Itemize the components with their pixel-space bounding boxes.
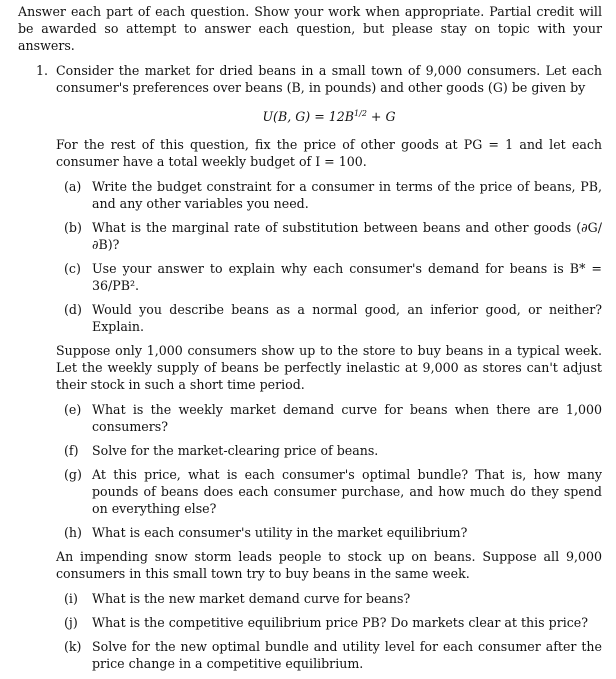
utility-equation [56, 105, 602, 125]
question-1 [36, 62, 602, 679]
utility-eq-exponent: 1/2 [354, 109, 367, 118]
parts-a-to-d [56, 178, 602, 335]
parts-e-to-h [56, 401, 602, 541]
part-label: (b) [64, 220, 82, 236]
part-text: What is the new market demand curve for beans? [92, 591, 411, 607]
part-c [64, 260, 602, 294]
instructions-paragraph: Answer each part of each question. Show your work when appropriate. Partial credit will be awarded so attempt to answer each question, but please stay on topic with your answers. [18, 4, 602, 53]
part-h [64, 524, 602, 541]
part-label: (k) [64, 639, 82, 655]
question-prompt: Consider the market for dried beans in a small town of 9,000 consumers. Let each consumer's preferences over beans (B, in pounds) and other goods (G) be given by [56, 63, 602, 95]
part-label: (d) [64, 302, 82, 318]
part-k [64, 638, 602, 672]
part-label: (e) [64, 402, 82, 418]
part-text: Use your answer to explain why each consumer's demand for beans is B* = 36/PB². [92, 261, 602, 294]
part-j [64, 614, 602, 631]
part-i [64, 590, 602, 607]
part-text: At this price, what is each consumer's optimal bundle? That is, how many pounds of beans does each consumer purchase, and how much do they spend on everything else? [92, 467, 602, 517]
parts-i-to-k [56, 590, 602, 672]
part-text: What is the weekly market demand curve for beans when there are 1,000 consumers? [92, 402, 602, 435]
part-label: (a) [64, 179, 82, 195]
utility-eq-right: + G [366, 109, 396, 125]
part-e [64, 401, 602, 435]
supply-paragraph: Suppose only 1,000 consumers show up to the store to buy beans in a typical week. Let the weekly supply of beans be perfectly inelastic at 9,000 as stores can't adjust their stock in such a short time period. [56, 343, 602, 393]
question-number: 1. [36, 63, 49, 78]
part-text: What is the competitive equilibrium price PB? Do markets clear at this price? [92, 615, 589, 631]
utility-eq-left: U(B, G) = 12B [262, 109, 355, 125]
part-text: What is the marginal rate of substitution between beans and other goods (∂G/∂B)? [92, 220, 602, 253]
part-text: Would you describe beans as a normal good, an inferior good, or neither? Explain. [92, 302, 602, 335]
part-label: (f) [64, 443, 79, 459]
part-text: Solve for the new optimal bundle and utility level for each consumer after the price change in a competitive equilibrium. [92, 639, 602, 672]
price-budget-paragraph: For the rest of this question, fix the price of other goods at PG = 1 and let each consumer have a total weekly budget of I = 100. [56, 137, 602, 170]
question-body [56, 62, 602, 679]
part-b [64, 219, 602, 253]
part-text: Write the budget constraint for a consumer in terms of the price of beans, PB, and any other variables you need. [92, 179, 602, 212]
part-f [64, 442, 602, 459]
snowstorm-paragraph: An impending snow storm leads people to stock up on beans. Suppose all 9,000 consumers in this small town try to buy beans in the same week. [56, 549, 602, 582]
part-text: What is each consumer's utility in the market equilibrium? [92, 525, 468, 541]
part-d [64, 301, 602, 335]
part-label: (g) [64, 467, 82, 483]
part-g [64, 466, 602, 517]
part-label: (c) [64, 261, 81, 277]
part-text: Solve for the market-clearing price of beans. [92, 443, 379, 459]
part-label: (j) [64, 615, 78, 631]
part-a [64, 178, 602, 212]
part-label: (i) [64, 591, 78, 607]
part-label: (h) [64, 525, 82, 541]
